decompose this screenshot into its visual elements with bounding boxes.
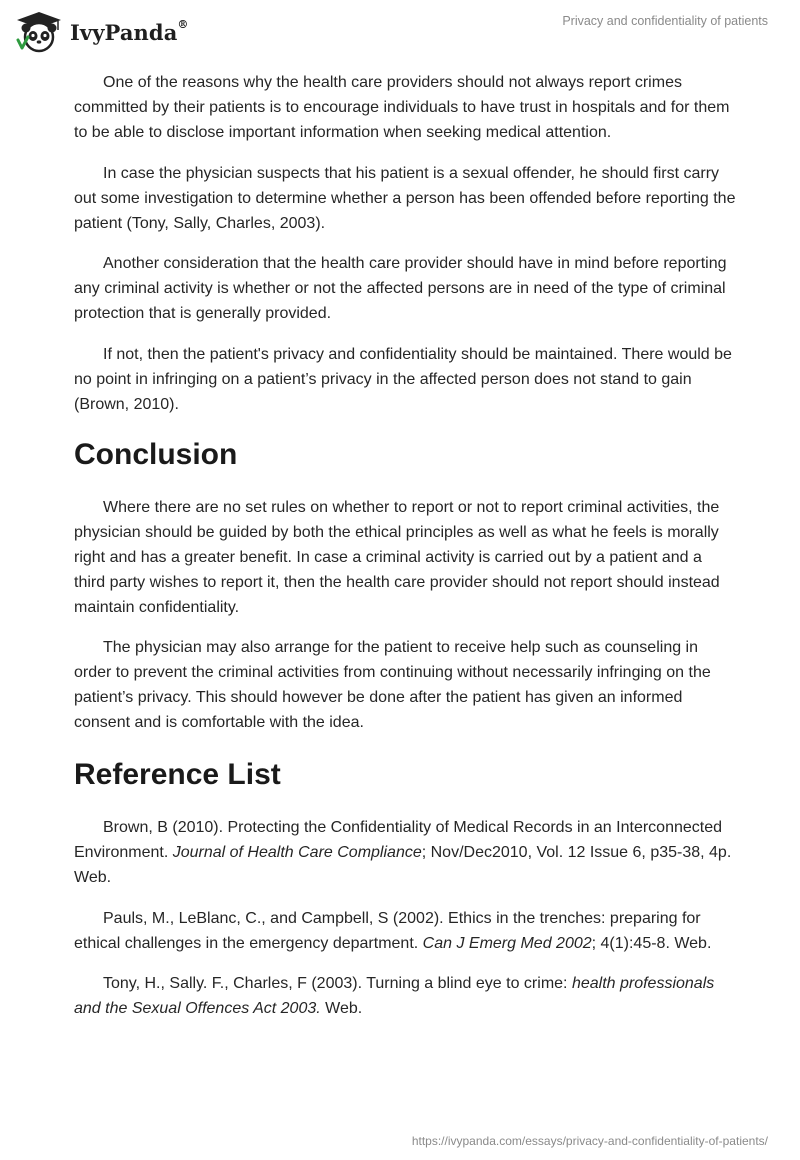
reference-item: Pauls, M., LeBlanc, C., and Campbell, S (2002). Ethics in the trenches: preparing for ethical challenges in the emergency department. Can J Emerg Med 2002; 4(1):45-8. Web.	[74, 909, 712, 952]
reference-item: Tony, H., Sally. F., Charles, F (2003). Turning a blind eye to crime: health professionals and the Sexual Offences Act 2003. Web.	[74, 975, 715, 1017]
reference-item: Brown, B (2010). Protecting the Confidentiality of Medical Records in an Interconnected Environment. Journal of Health Care Compliance; Nov/Dec2010, Vol. 12 Issue 6, p35-38, 4p. Web.	[74, 819, 732, 886]
body-paragraph: One of the reasons why the health care providers should not always report crimes committed by their patients is to encourage individuals to have trust in hospitals and for them to be able to disclose important information when seeking medical attention.	[74, 74, 730, 141]
essay-body	[74, 70, 736, 1037]
source-url-link[interactable]: https://ivypanda.com/essays/privacy-and-confidentiality-of-patients/	[411, 1134, 768, 1148]
body-paragraph: In case the physician suspects that his patient is a sexual offender, he should first carry out some investigation to determine whether a person has been offended before reporting the patient (Tony, Sally, Charles, 2003).	[74, 164, 736, 232]
body-paragraph: Another consideration that the health care provider should have in mind before reporting any criminal activity is whether or not the affected persons are in need of the type of criminal protection that is generally provided.	[74, 255, 727, 322]
conclusion-paragraph: Where there are no set rules on whether to report or not to report criminal activities, the physician should be guided by both the ethical principles as well as what he feels is morally right and has a greater benefit. In case a criminal activity is carried out by a patient and a third party wishes to report it, then the health care provider should not report should instead maintain confidentiality.	[74, 498, 720, 616]
body-paragraph: If not, then the patient's privacy and confidentiality should be maintained. There would be no point in infringing on a patient’s privacy in the affected person does not stand to gain (Brown, 2010).	[74, 345, 732, 413]
reference-list-heading: Reference List	[74, 758, 281, 791]
logo-text: IvyPanda®	[70, 17, 189, 45]
ivypanda-logo[interactable]	[14, 8, 189, 56]
panda-graduate-icon	[14, 10, 64, 54]
conclusion-paragraph: The physician may also arrange for the patient to receive help such as counseling in order to prevent the criminal activities from continuing without necessarily infringing on the patient’s privacy. This should however be done after the patient has given an informed consent and is comfortable with the idea.	[74, 639, 711, 731]
document-title: Privacy and confidentiality of patients	[562, 14, 768, 28]
conclusion-heading: Conclusion	[74, 437, 238, 471]
